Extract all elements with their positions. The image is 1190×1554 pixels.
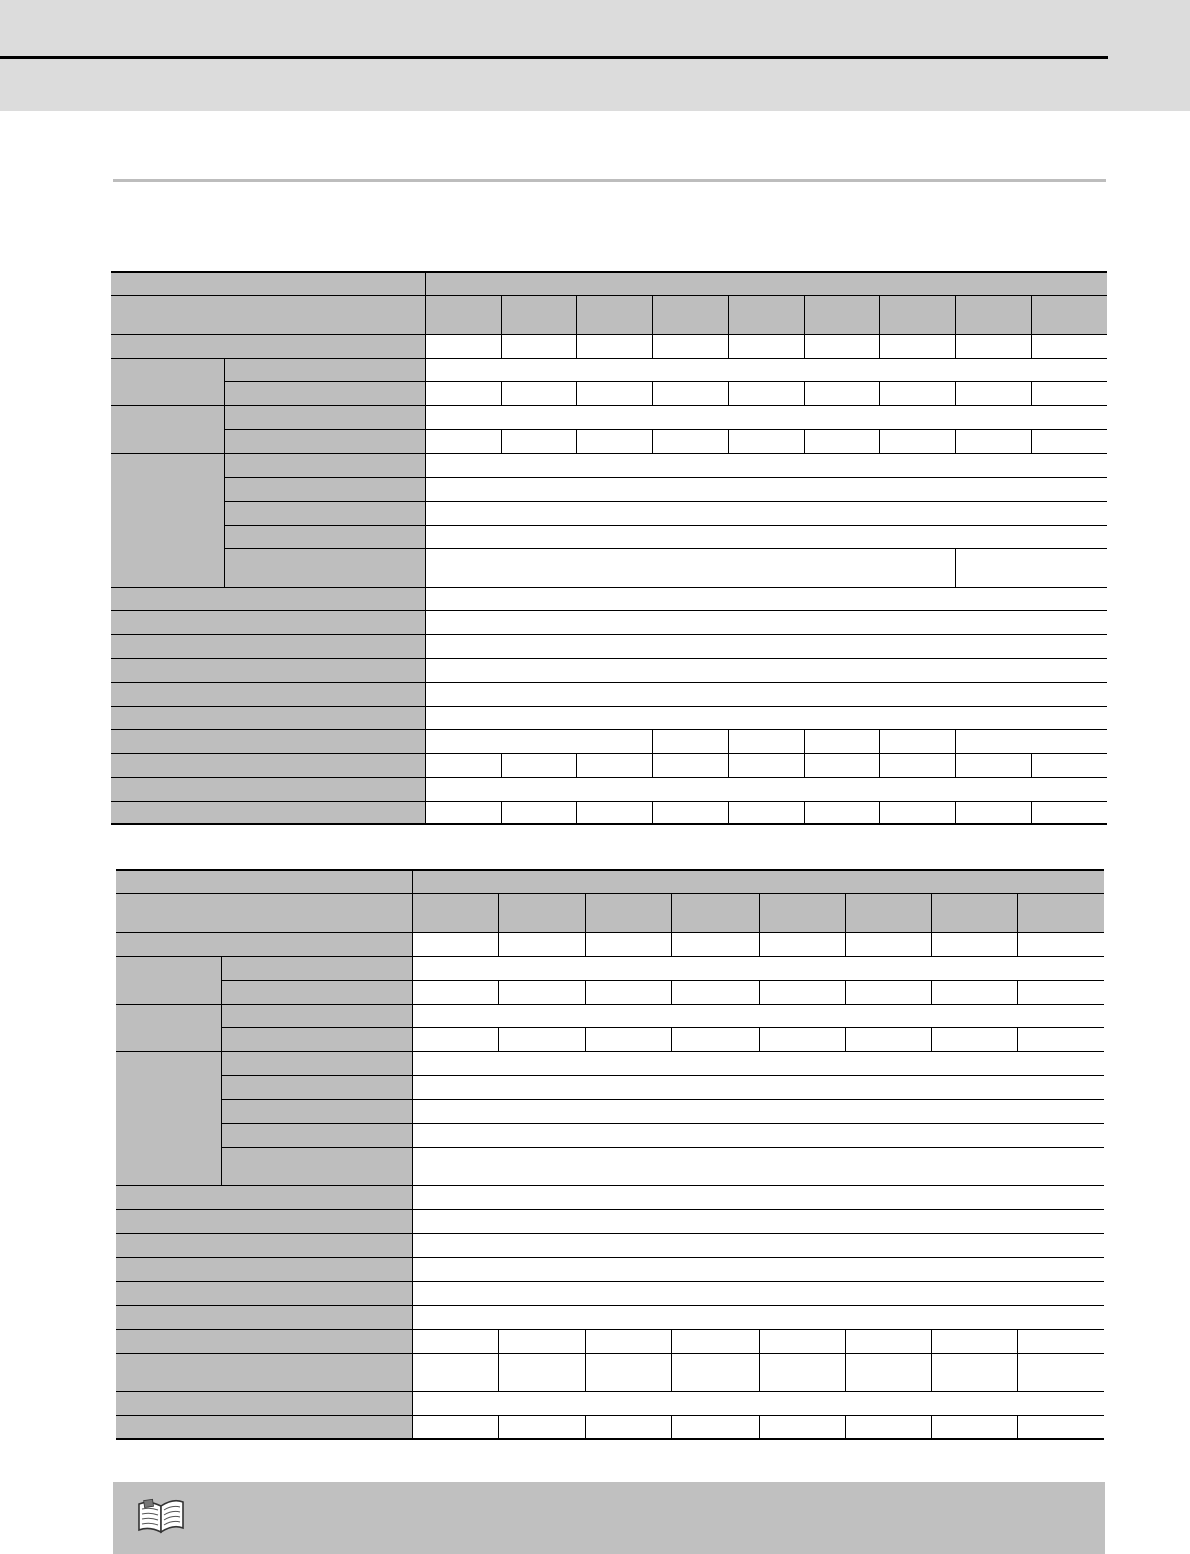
value-cell	[425, 358, 1107, 381]
group-label	[111, 453, 224, 587]
value-cell	[759, 932, 845, 956]
value-cell	[498, 1353, 585, 1391]
value-cell	[804, 801, 879, 824]
model-header-cell	[931, 893, 1017, 932]
value-cell	[804, 753, 879, 777]
value-cell	[1017, 1353, 1104, 1391]
value-cell	[728, 429, 804, 453]
value-cell	[412, 1209, 1104, 1233]
value-cell	[804, 334, 879, 358]
value-cell	[728, 729, 804, 753]
row-label	[111, 634, 425, 658]
value-cell	[425, 381, 501, 405]
value-cell	[412, 1051, 1104, 1075]
row-label	[224, 477, 425, 501]
value-cell	[425, 658, 1107, 682]
model-header-cell	[576, 295, 652, 334]
row-label	[111, 587, 425, 610]
value-cell	[879, 801, 955, 824]
row-label	[116, 1329, 412, 1353]
table-header-cell	[111, 272, 425, 295]
value-cell	[412, 932, 498, 956]
row-label	[111, 777, 425, 801]
group-label	[111, 358, 224, 405]
row-label	[221, 1004, 412, 1027]
value-cell	[412, 1391, 1104, 1415]
value-cell	[671, 980, 759, 1004]
value-cell	[804, 381, 879, 405]
value-cell	[425, 334, 501, 358]
value-cell	[412, 1257, 1104, 1281]
model-header-cell	[804, 295, 879, 334]
row-label	[221, 956, 412, 980]
model-header-cell	[498, 893, 585, 932]
value-cell	[804, 729, 879, 753]
value-cell	[1017, 932, 1104, 956]
value-cell	[955, 429, 1031, 453]
value-cell	[1031, 429, 1107, 453]
value-cell	[425, 477, 1107, 501]
group-label	[116, 1004, 221, 1051]
spec-table-2	[116, 869, 1104, 1440]
row-label	[224, 548, 425, 587]
value-cell	[879, 753, 955, 777]
value-cell	[1017, 1027, 1104, 1051]
value-cell	[759, 1353, 845, 1391]
value-cell	[804, 429, 879, 453]
value-cell	[425, 548, 955, 587]
model-header-cell	[671, 893, 759, 932]
value-cell	[1031, 334, 1107, 358]
row-label	[224, 358, 425, 381]
value-cell	[955, 753, 1031, 777]
value-cell	[412, 1305, 1104, 1329]
value-cell	[845, 1353, 931, 1391]
value-cell	[412, 1075, 1104, 1099]
value-cell	[759, 1027, 845, 1051]
value-cell	[671, 1027, 759, 1051]
spec-table-1	[111, 271, 1107, 825]
group-label	[116, 1051, 221, 1185]
value-cell	[412, 1329, 498, 1353]
value-cell	[576, 429, 652, 453]
row-label	[116, 1281, 412, 1305]
value-cell	[498, 1329, 585, 1353]
value-cell	[955, 801, 1031, 824]
value-cell	[585, 932, 671, 956]
row-label	[111, 334, 425, 358]
model-header-cell	[1017, 893, 1104, 932]
value-cell	[955, 381, 1031, 405]
row-label	[111, 801, 425, 824]
model-header-cell	[759, 893, 845, 932]
value-cell	[879, 729, 955, 753]
header-rule	[0, 56, 1108, 59]
value-cell	[412, 1004, 1104, 1027]
value-cell	[1017, 1329, 1104, 1353]
row-label	[221, 1027, 412, 1051]
row-label	[116, 1415, 412, 1439]
value-cell	[1031, 381, 1107, 405]
book-icon	[135, 1494, 187, 1536]
value-cell	[501, 334, 576, 358]
value-cell	[845, 1329, 931, 1353]
value-cell	[425, 405, 1107, 429]
value-cell	[412, 1281, 1104, 1305]
row-label	[116, 1305, 412, 1329]
row-label	[224, 429, 425, 453]
value-cell	[671, 932, 759, 956]
value-cell	[879, 334, 955, 358]
value-cell	[412, 1185, 1104, 1209]
row-label	[111, 682, 425, 706]
value-cell	[501, 429, 576, 453]
value-cell	[652, 801, 728, 824]
value-cell	[412, 1147, 1104, 1185]
value-cell	[498, 1027, 585, 1051]
value-cell	[728, 334, 804, 358]
value-cell	[671, 1329, 759, 1353]
section-rule	[113, 179, 1106, 182]
reference-note-box	[113, 1482, 1105, 1554]
value-cell	[728, 381, 804, 405]
row-label	[116, 1353, 412, 1391]
value-cell	[845, 932, 931, 956]
value-cell	[412, 980, 498, 1004]
value-cell	[412, 1415, 498, 1439]
value-cell	[501, 381, 576, 405]
value-cell	[498, 1415, 585, 1439]
value-cell	[425, 801, 501, 824]
group-label	[111, 405, 224, 453]
value-cell	[412, 1027, 498, 1051]
value-cell	[759, 1329, 845, 1353]
value-cell	[425, 610, 1107, 634]
row-label	[111, 610, 425, 634]
table-header-cell	[111, 295, 425, 334]
value-cell	[1031, 753, 1107, 777]
value-cell	[652, 334, 728, 358]
value-cell	[412, 956, 1104, 980]
row-label	[221, 980, 412, 1004]
value-cell	[425, 453, 1107, 477]
row-label	[116, 1233, 412, 1257]
value-cell	[585, 1415, 671, 1439]
model-header-cell	[845, 893, 931, 932]
group-label	[116, 956, 221, 1004]
model-header-cell	[652, 295, 728, 334]
value-cell	[576, 753, 652, 777]
model-header-cell	[879, 295, 955, 334]
value-cell	[425, 729, 652, 753]
value-cell	[931, 1027, 1017, 1051]
value-cell	[652, 753, 728, 777]
row-label	[111, 729, 425, 753]
value-cell	[425, 753, 501, 777]
row-label	[116, 1257, 412, 1281]
value-cell	[425, 501, 1107, 525]
value-cell	[652, 729, 728, 753]
row-label	[221, 1147, 412, 1185]
model-header-cell	[412, 893, 498, 932]
value-cell	[931, 1415, 1017, 1439]
value-cell	[498, 980, 585, 1004]
value-cell	[412, 1353, 498, 1391]
value-cell	[585, 980, 671, 1004]
value-cell	[585, 1353, 671, 1391]
model-header-cell	[501, 295, 576, 334]
value-cell	[576, 381, 652, 405]
value-cell	[845, 1027, 931, 1051]
row-label	[111, 706, 425, 729]
table-header-cell	[425, 272, 1107, 295]
value-cell	[585, 1329, 671, 1353]
value-cell	[671, 1415, 759, 1439]
value-cell	[425, 777, 1107, 801]
value-cell	[425, 525, 1107, 548]
value-cell	[955, 548, 1107, 587]
value-cell	[955, 729, 1107, 753]
value-cell	[501, 801, 576, 824]
value-cell	[845, 980, 931, 1004]
value-cell	[425, 587, 1107, 610]
value-cell	[1017, 980, 1104, 1004]
value-cell	[931, 1329, 1017, 1353]
row-label	[224, 525, 425, 548]
value-cell	[412, 1233, 1104, 1257]
value-cell	[425, 634, 1107, 658]
value-cell	[759, 1415, 845, 1439]
value-cell	[585, 1027, 671, 1051]
value-cell	[425, 429, 501, 453]
value-cell	[576, 801, 652, 824]
row-label	[116, 1185, 412, 1209]
value-cell	[498, 932, 585, 956]
model-header-cell	[1031, 295, 1107, 334]
value-cell	[728, 801, 804, 824]
value-cell	[931, 932, 1017, 956]
table-header-cell	[116, 893, 412, 932]
value-cell	[879, 381, 955, 405]
row-label	[221, 1075, 412, 1099]
row-label	[221, 1099, 412, 1123]
row-label	[116, 932, 412, 956]
row-label	[111, 658, 425, 682]
value-cell	[879, 429, 955, 453]
row-label	[221, 1051, 412, 1075]
value-cell	[425, 682, 1107, 706]
value-cell	[955, 334, 1031, 358]
row-label	[221, 1123, 412, 1147]
value-cell	[412, 1099, 1104, 1123]
value-cell	[412, 1123, 1104, 1147]
table-header-cell	[412, 870, 1104, 893]
value-cell	[759, 980, 845, 1004]
value-cell	[931, 980, 1017, 1004]
value-cell	[671, 1353, 759, 1391]
row-label	[116, 1391, 412, 1415]
model-header-cell	[955, 295, 1031, 334]
value-cell	[425, 706, 1107, 729]
model-header-cell	[425, 295, 501, 334]
value-cell	[501, 753, 576, 777]
row-label	[224, 381, 425, 405]
row-label	[111, 753, 425, 777]
row-label	[224, 501, 425, 525]
value-cell	[728, 753, 804, 777]
row-label	[116, 1209, 412, 1233]
value-cell	[1017, 1415, 1104, 1439]
row-label	[224, 453, 425, 477]
model-header-cell	[585, 893, 671, 932]
value-cell	[1031, 801, 1107, 824]
value-cell	[652, 429, 728, 453]
value-cell	[931, 1353, 1017, 1391]
row-label	[224, 405, 425, 429]
value-cell	[576, 334, 652, 358]
value-cell	[652, 381, 728, 405]
table-header-cell	[116, 870, 412, 893]
model-header-cell	[728, 295, 804, 334]
value-cell	[845, 1415, 931, 1439]
